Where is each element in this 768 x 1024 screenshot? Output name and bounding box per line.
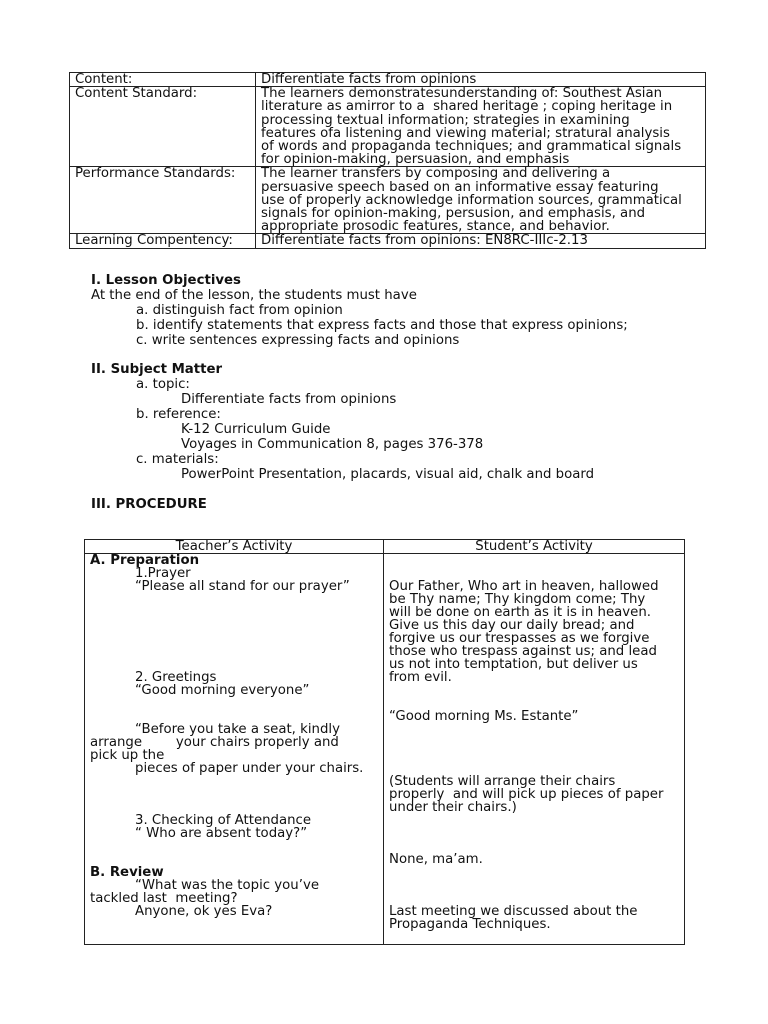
content-standard-line: The learners demonstratesunderstanding of: Southest Asian	[261, 86, 663, 102]
content-standard-line: of words and propaganda techniques; and grammatical signals	[261, 139, 682, 155]
preparation-heading: A. Preparation	[90, 553, 200, 569]
performance-line: persuasive speech based on an informative essay featuring	[261, 179, 659, 195]
prayer-quote: “Please all stand for our prayer”	[135, 579, 350, 595]
content-standard-line: features ofa listening and viewing material; stratural analysis	[261, 125, 670, 141]
reference-item: K-12 Curriculum Guide	[181, 422, 331, 437]
objective-item: c. write sentences expressing facts and opinions	[136, 333, 460, 348]
table-row	[85, 554, 685, 945]
standards-table	[69, 72, 706, 249]
attendance-label: 3. Checking of Attendance	[135, 813, 312, 829]
content-standard-line: for opinion-making, persuasion, and emphasis	[261, 152, 570, 168]
student-activity-header: Student’s Activity	[384, 540, 685, 554]
prayer-label: 1.Prayer	[135, 566, 191, 582]
student-activity-cell	[384, 554, 685, 945]
arrange-line: pick up the	[90, 748, 165, 764]
objective-item: a. distinguish fact from opinion	[136, 303, 343, 318]
content-standard-line: processing textual information; strategies in examining	[261, 112, 630, 128]
arrange-response-line: under their chairs.)	[389, 800, 517, 816]
topic-value: Differentiate facts from opinions	[181, 392, 397, 407]
performance-standards-label: Performance Standards:	[70, 167, 256, 234]
materials-label: c. materials:	[136, 452, 219, 467]
content-standard-label: Content Standard:	[70, 87, 256, 167]
teacher-activity-cell	[85, 554, 384, 945]
objectives-heading: I. Lesson Objectives	[91, 273, 241, 288]
performance-standards-value	[256, 167, 706, 234]
materials-value: PowerPoint Presentation, placards, visual aid, chalk and board	[181, 467, 595, 482]
content-standard-line: literature as amirror to a shared heritage ; coping heritage in	[261, 99, 673, 115]
content-label: Content:	[70, 73, 256, 87]
review-response-line: Last meeting we discussed about the	[389, 904, 638, 920]
objective-item: b. identify statements that express facts and those that express opinions;	[136, 318, 628, 333]
content-value	[256, 73, 706, 87]
learning-competency-label: Learning Compentency:	[70, 234, 256, 248]
prayer-response-line: from evil.	[389, 670, 452, 686]
table-header-row	[85, 540, 685, 554]
review-heading: B. Review	[90, 865, 164, 881]
content-standard-value	[256, 87, 706, 167]
prayer-response-line: forgive us our trespasses as we forgive	[389, 631, 650, 647]
review-line: “What was the topic you’ve	[135, 878, 320, 894]
arrange-response-line: (Students will arrange their chairs	[389, 774, 616, 790]
attendance-reply: None, ma’am.	[389, 852, 483, 868]
procedure-table	[84, 539, 685, 945]
table-row	[70, 167, 706, 234]
teacher-activity-header: Teacher’s Activity	[85, 540, 384, 554]
objectives-intro: At the end of the lesson, the students must have	[91, 288, 417, 303]
learning-competency-line: Differentiate facts from opinions: EN8RC-IIIc-2.13	[261, 233, 588, 249]
content-line: Differentiate facts from opinions	[261, 72, 477, 87]
greetings-quote: “Good morning everyone”	[135, 683, 310, 699]
performance-line: use of properly acknowledge information sources, grammatical	[261, 192, 682, 208]
reference-item: Voyages in Communication 8, pages 376-378	[181, 437, 484, 452]
arrange-response-line: properly and will pick up pieces of paper	[389, 787, 664, 803]
review-line: Anyone, ok yes Eva?	[135, 904, 273, 920]
prayer-response-line: Give us this day our daily bread; and	[389, 618, 635, 634]
prayer-response-line: us not into temptation, but deliver us	[389, 657, 638, 673]
prayer-response-line: Our Father, Who art in heaven, hallowed	[389, 579, 659, 595]
prayer-response-line: will be done on earth as it is in heaven.	[389, 605, 651, 621]
prayer-response-line: those who trespass against us; and lead	[389, 644, 657, 660]
arrange-line: arrange your chairs properly and	[90, 735, 339, 751]
subject-matter-heading: II. Subject Matter	[91, 362, 223, 377]
performance-line: signals for opinion-making, persusion, and emphasis, and	[261, 206, 646, 222]
prayer-response-line: be Thy name; Thy kingdom come; Thy	[389, 592, 646, 608]
attendance-quote: “ Who are absent today?”	[135, 826, 308, 842]
arrange-line: “Before you take a seat, kindly	[135, 722, 340, 738]
procedure-heading: III. PROCEDURE	[91, 497, 207, 512]
performance-line: The learner transfers by composing and delivering a	[261, 166, 611, 182]
review-line: tackled last meeting?	[90, 891, 238, 907]
learning-competency-value	[256, 234, 706, 248]
greetings-label: 2. Greetings	[135, 670, 217, 686]
table-row	[70, 234, 706, 248]
table-row	[70, 73, 706, 87]
greeting-reply: “Good morning Ms. Estante”	[389, 709, 579, 725]
reference-label: b. reference:	[136, 407, 221, 422]
performance-line: appropriate prosodic features, stance, and behavior.	[261, 219, 610, 235]
table-row	[70, 87, 706, 167]
topic-label: a. topic:	[136, 377, 190, 392]
review-response-line: Propaganda Techniques.	[389, 917, 551, 933]
arrange-line: pieces of paper under your chairs.	[135, 761, 364, 777]
